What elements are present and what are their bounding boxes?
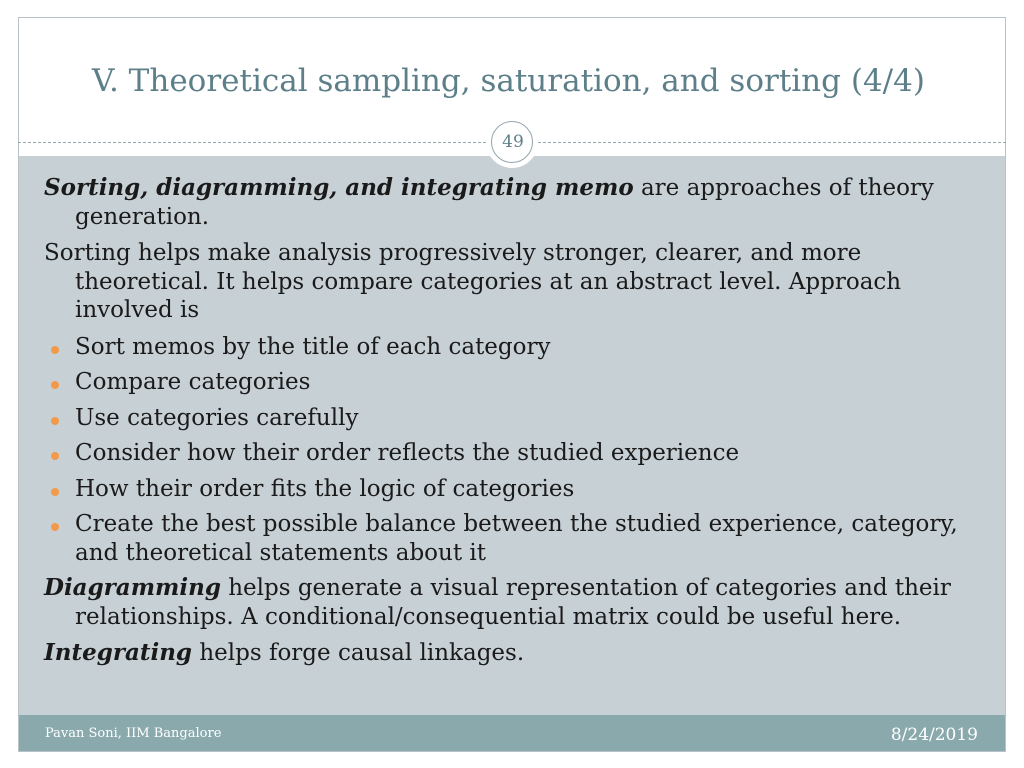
emphasis-text: Integrating xyxy=(44,639,193,666)
bullet-dot-icon xyxy=(51,417,59,425)
bullet-dot-icon xyxy=(51,452,59,460)
bullet-text: How their order fits the logic of categories xyxy=(75,475,575,502)
bullet-item xyxy=(44,439,989,468)
paragraph-integrating xyxy=(44,639,989,668)
bullet-dot-icon xyxy=(51,488,59,496)
paragraph-text: helps forge causal linkages. xyxy=(192,640,525,666)
slide-number: 49 xyxy=(502,132,524,152)
footer-date: 8/24/2019 xyxy=(890,725,978,745)
bullet-dot-icon xyxy=(51,346,59,354)
bullet-item xyxy=(44,404,989,433)
emphasis-text: Sorting, diagramming, and integrating memo xyxy=(44,174,634,201)
bullet-text: Sort memos by the title of each category xyxy=(75,333,551,360)
paragraph-text: helps generate a visual representation of categories and their relationships. A conditional/consequential matrix could be useful here. xyxy=(75,575,951,630)
slide-body xyxy=(44,174,989,668)
bullet-text: Create the best possible balance between the studied experience, category, and theoretical statements about it xyxy=(75,511,958,566)
bullet-text: Use categories carefully xyxy=(75,404,359,431)
paragraph-diagramming xyxy=(44,574,989,631)
slide-title: V. Theoretical sampling, saturation, and sorting (4/4) xyxy=(92,63,925,99)
bullet-dot-icon xyxy=(51,381,59,389)
bullet-text: Consider how their order reflects the studied experience xyxy=(75,440,740,466)
paragraph-text: are approaches of theory generation. xyxy=(75,175,934,230)
paragraph-sorting-detail: Sorting helps make analysis progressively stronger, clearer, and more theoretical. It helps compare categories at an abstract level. Approach involved is xyxy=(44,240,902,323)
bullet-item xyxy=(44,510,989,567)
paragraph-sorting-intro xyxy=(44,174,989,231)
bullet-text: Compare categories xyxy=(75,369,311,395)
bullet-item xyxy=(44,475,989,504)
slide-number-badge xyxy=(486,116,538,168)
footer-author: Pavan Soni, IIM Bangalore xyxy=(45,726,222,741)
slide-number-circle xyxy=(491,121,533,163)
bullet-item xyxy=(44,333,989,362)
bullet-item xyxy=(44,368,989,397)
emphasis-text: Diagramming xyxy=(44,574,221,601)
bullet-dot-icon xyxy=(51,523,59,531)
